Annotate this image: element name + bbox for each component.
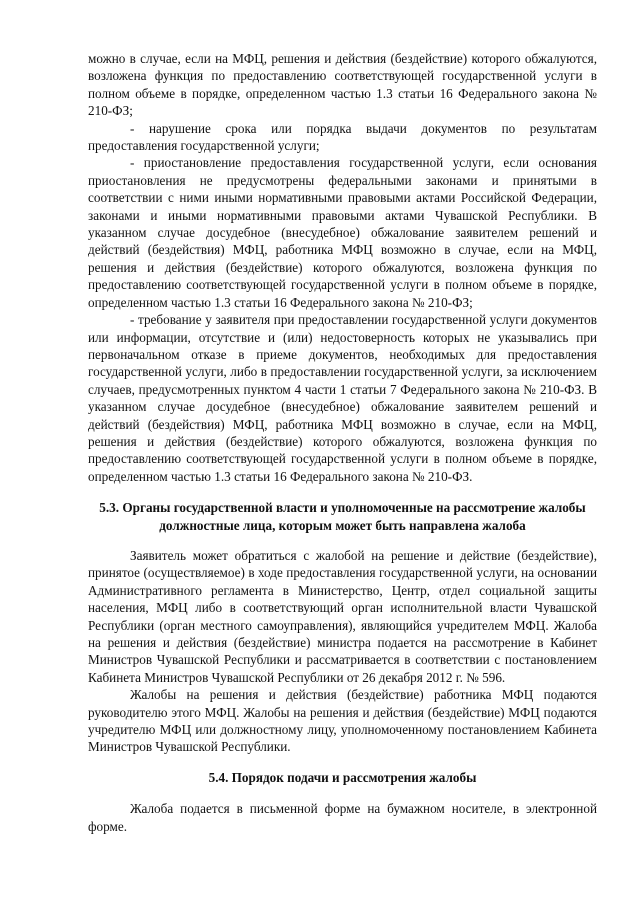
list-item-delivery-violation: - нарушение срока или порядка выдачи документов по результатам предоставления государственной услуги; [88, 120, 597, 154]
section-5-3-paragraph-1: Заявитель может обратиться с жалобой на решение и действие (бездействие), принятое (осуществляемое) в ходе предоставления государственной услуги, на основании Административного регламента в Министерство, Центр, отдел социальной защиты населения, МФЦ либо в соответствующий орган исполнительной власти Чувашской Республики (орган местного самоуправления), являющийся учредителем МФЦ. Жалоба на решения и действия (бездействие) министра подается на рассмотрение в Кабинет Министров Чувашской Республики и рассматривается в соответствии с постановлением Кабинета Министров Чувашской Республики от 26 декабря 2012 г. № 596. [88, 547, 597, 685]
list-item-suspension: - приостановление предоставления государственной услуги, если основания приостановления не предусмотрены федеральными законами и принятыми в соответствии с ними иными нормативными правовыми актами Российской Федерации, законами и иными нормативными правовыми актами Чувашской Республики. В указанном случае досудебное (внесудебное) обжалование заявителем решений и действий (бездействия) МФЦ, работника МФЦ возможно в случае, если на МФЦ, решения и действия (бездействие) которого обжалуются, возложена функция по предоставлению соответствующей государственной услуги в полном объеме в порядке, определенном частью 1.3 статьи 16 Федерального закона № 210-ФЗ; [88, 155, 597, 310]
section-5-4-paragraph-1: Жалоба подается в письменной форме на бумажном носителе, в электронной форме. [88, 801, 597, 834]
section-heading-5-3: 5.3. Органы государственной власти и уполномоченные на рассмотрение жалобы должностные лица, которым может быть направлена жалоба [99, 500, 586, 533]
spacer [88, 485, 597, 499]
document-page [88, 50, 597, 835]
section-heading-5-4: 5.4. Порядок подачи и рассмотрения жалобы [208, 769, 477, 785]
list-item-document-request: - требование у заявителя при предоставлении государственной услуги документов или информации, отсутствие и (или) недостоверность которых не указывались при первоначальном отказе в приеме документов, необходимых для предоставления государственной услуги, либо в предоставлении государственной услуги, за исключением случаев, предусмотренных пунктом 4 части 1 статьи 7 Федерального закона № 210-ФЗ. В указанном случае досудебное (внесудебное) обжалование заявителем решений и действий (бездействия) МФЦ, работника МФЦ возможно в случае, если на МФЦ, решения и действия (бездействие) которого обжалуются, возложена функция по предоставлению соответствующей государственной услуги в полном объеме в порядке, определенном частью 1.3 статьи 16 Федерального закона № 210-ФЗ. [88, 312, 597, 484]
spacer [88, 756, 597, 769]
spacer [88, 786, 597, 800]
section-5-3-paragraph-2: Жалобы на решения и действия (бездействие) работника МФЦ подаются руководителю этого МФЦ. Жалобы на решения и действия (бездействие) МФЦ подаются учредителю МФЦ или должностному лицу, уполномоченному постановлением Кабинета Министров Чувашской Республики. [88, 687, 597, 755]
spacer [88, 534, 597, 547]
paragraph-continuation: можно в случае, если на МФЦ, решения и действия (бездействие) которого обжалуются, возложена функция по предоставлению соответствующей государственной услуги в полном объеме в порядке, определенном частью 1.3 статьи 16 Федерального закона № 210-ФЗ; [88, 51, 597, 119]
